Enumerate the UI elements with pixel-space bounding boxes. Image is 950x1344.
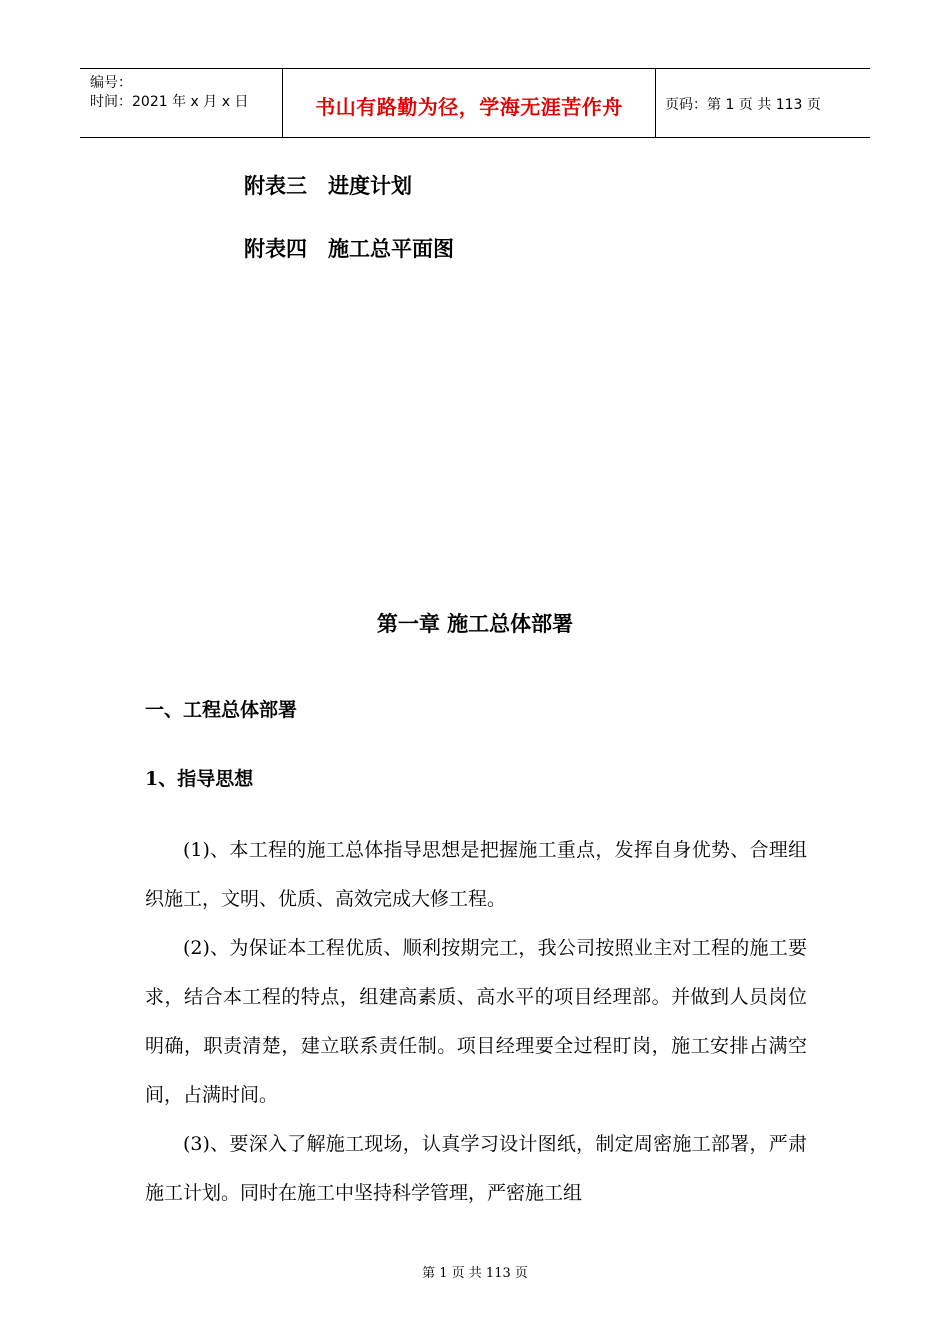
document-number-label: 编号： — [90, 75, 132, 91]
paragraph-2: (2)、为保证本工程优质、顺利按期完工，我公司按照业主对工程的施工要求，结合本工程的特点，组建高素质、高水平的项目经理部。并做到人员岗位明确，职责清楚，建立联系责任制。项目经理要全过程盯岗，施工安排占满空间，占满时间。 — [145, 937, 807, 1106]
header-page-cell — [655, 69, 870, 137]
header-motto-cell — [282, 69, 656, 137]
header-info-cell — [80, 69, 282, 137]
paragraph-1: (1)、本工程的施工总体指导思想是把握施工重点，发挥自身优势、合理组织施工，文明、优质、高效完成大修工程。 — [145, 839, 807, 910]
appendix-item-schedule: 附表三 进度计划 — [244, 173, 412, 198]
chapter-title: 第一章 施工总体部署 — [376, 611, 574, 636]
document-date-label: 时间：2021 年 x 月 x 日 — [90, 94, 249, 110]
section-title: 一、工程总体部署 — [145, 699, 298, 721]
page-header — [80, 68, 870, 138]
page-footer: 第 1 页 共 113 页 — [422, 1266, 528, 1281]
subsection-title: 1、指导思想 — [145, 768, 254, 790]
paragraph-3: (3)、要深入了解施工现场，认真学习设计图纸，制定周密施工部署，严肃施工计划。同时在施工中坚持科学管理，严密施工组 — [145, 1133, 807, 1204]
header-page-code: 页码：第 1 页 共 113 页 — [665, 97, 821, 113]
appendix-item-site-plan: 附表四 施工总平面图 — [244, 236, 454, 261]
header-motto: 书山有路勤为径，学海无涯苦作舟 — [315, 95, 623, 119]
